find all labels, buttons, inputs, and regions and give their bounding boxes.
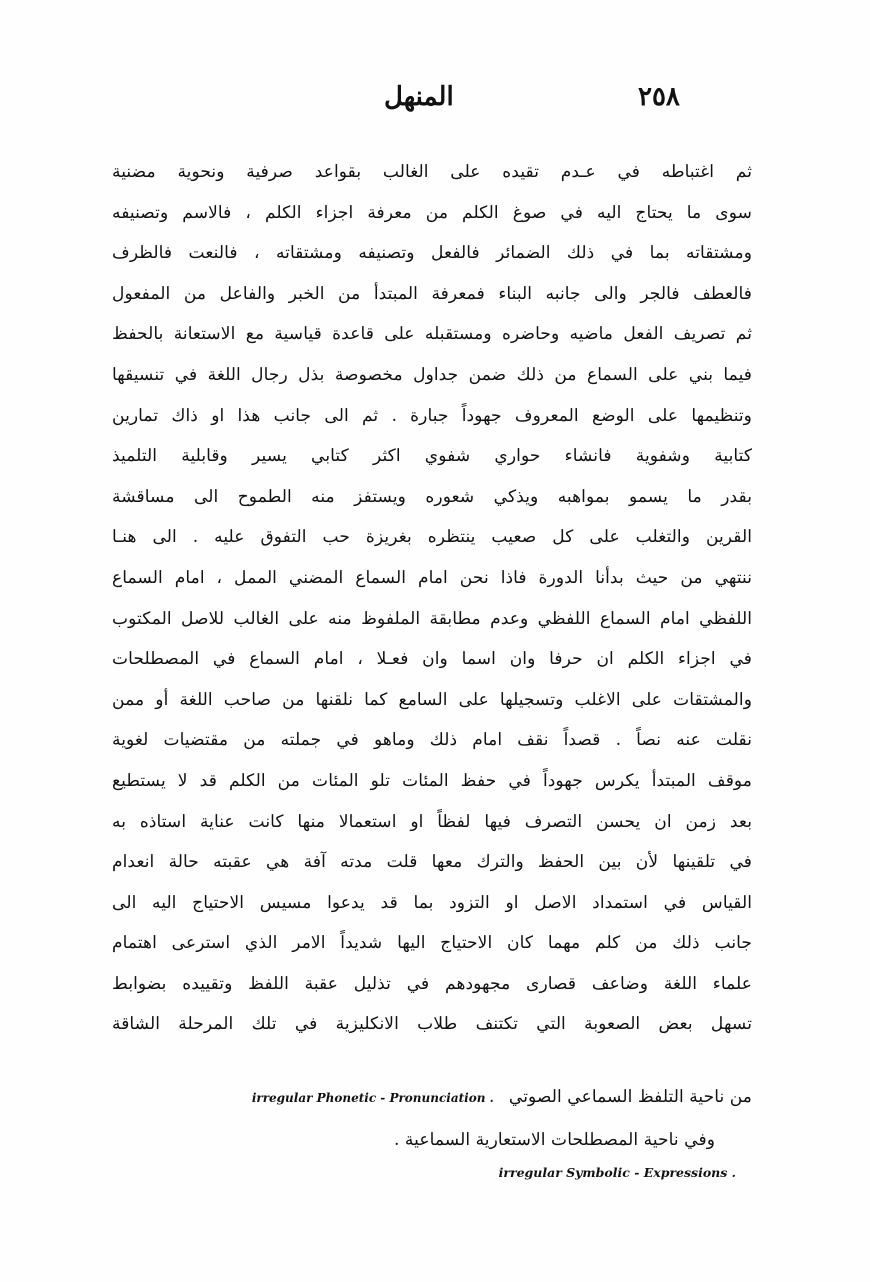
text-line-15: نقلت عنه نصاً . قصداً نقف امام ذلك وماهو في جملته من مقتضيات لغوية bbox=[112, 730, 752, 751]
phonetic-arabic-text: من ناحية التلفظ السماعي الصوتي bbox=[508, 1087, 752, 1107]
text-line-19: القياس في استمداد الاصل او التزود بما قد يدعوا مسيس الاحتياج اليه الى bbox=[112, 892, 752, 913]
text-line-20: جانب ذلك من كلم مهما كان الاحتياج اليها شديداً الامر الذي استرعى اهتمام bbox=[112, 933, 752, 954]
text-line-6: فيما بني على السماع من ذلك ضمن جداول مخصوصة بذل رجال اللغة في تنسيقها bbox=[112, 364, 752, 385]
phonetic-latin-term: irregular Phonetic - Pronunciation . bbox=[251, 1091, 494, 1105]
text-line-2: سوى ما يحتاج اليه في صوغ الكلم من معرفة اجزاء الكلم ، فالاسم وتصنيفه bbox=[112, 202, 752, 223]
text-line-1: ثم اغتباطه في عـدم تقيده على الغالب بقواعد صرفية ونحوية مضنية bbox=[112, 162, 752, 182]
page-header bbox=[0, 82, 870, 122]
text-line-21: علماء اللغة وضاعف قصارى مجهودهم في تذليل عقبة اللفظ وتقييده بضوابط bbox=[112, 973, 752, 994]
text-line-10: القرين والتغلب على كل صعيب ينتظره بغريزة حب التفوق عليه . الى هنـا bbox=[112, 527, 752, 548]
text-line-11: ننتهي من حيث بدأنا الدورة فاذا نحن امام السماع المضني الممل ، امام السماع bbox=[112, 567, 752, 588]
phonetic-line bbox=[150, 1077, 752, 1117]
page-number: ٢٥٨ bbox=[638, 82, 680, 112]
text-line-5: ثم تصريف الفعل ماضيه وحاضره ومستقبله على قاعدة قياسية مع الاستعانة بالحفظ bbox=[112, 324, 752, 345]
text-line-18: في تلقينها لأن بين الحفظ والترك معها قلت مدته آفة هي عقبته حالة انعدام bbox=[112, 852, 752, 873]
text-line-8: كتابية وشفوية فانشاء حواري شفوي اكثر كتابي يسير وقابلية التلميذ bbox=[112, 446, 752, 467]
final-arabic-line: وفي ناحية المصطلحات الاستعارية السماعية . bbox=[394, 1130, 715, 1150]
body-paragraph bbox=[112, 152, 752, 1045]
running-title: المنهل bbox=[384, 82, 454, 112]
text-line-7: وتنظيمها على الوضع المعروف جهوداً جبارة . ثم الى جانب هذا او ذاك تمارين bbox=[112, 405, 752, 426]
text-line-9: بقدر ما يسمو بمواهبه ويذكي شعوره ويستفز منه الطموح الى مساقشة bbox=[112, 486, 752, 507]
text-line-14: والمشتقات على الاغلب وتسجيلها على السامع كما نلقنها من صاحب اللغة أو ممن bbox=[112, 689, 752, 710]
final-latin-term: irregular Symbolic - Expressions . bbox=[498, 1165, 736, 1180]
text-line-16: موقف المبتدأ يكرس جهوداً في حفظ المئات تلو المئات من الكلم قد لا يستطيع bbox=[112, 770, 752, 791]
text-line-22: تسهل بعض الصعوبة التي تكتنف طلاب الانكليزية في تلك المرحلة الشاقة bbox=[112, 1014, 752, 1035]
text-line-4: فالعطف فالجر والى جانبه البناء فمعرفة المبتدأ من الخبر والفاعل من المفعول bbox=[112, 283, 752, 304]
text-line-13: في اجزاء الكلم ان حرفا وان اسما وان فعـلا ، امام السماع في المصطلحات bbox=[112, 649, 752, 670]
text-line-3: ومشتقاته بما في ذلك الضمائر فالفعل وتصنيفه ومشتقاته ، فالنعت فالظرف bbox=[112, 243, 752, 264]
text-line-12: اللفظي امام السماع اللفظي وعدم مطابقة الملفوظ منه على الغالب للاصل المكتوب bbox=[112, 608, 752, 629]
text-line-17: بعد زمن ان يحسن التصرف فيها لفظاً او استعمالا منها كانت عناية استاذه به bbox=[112, 811, 752, 832]
